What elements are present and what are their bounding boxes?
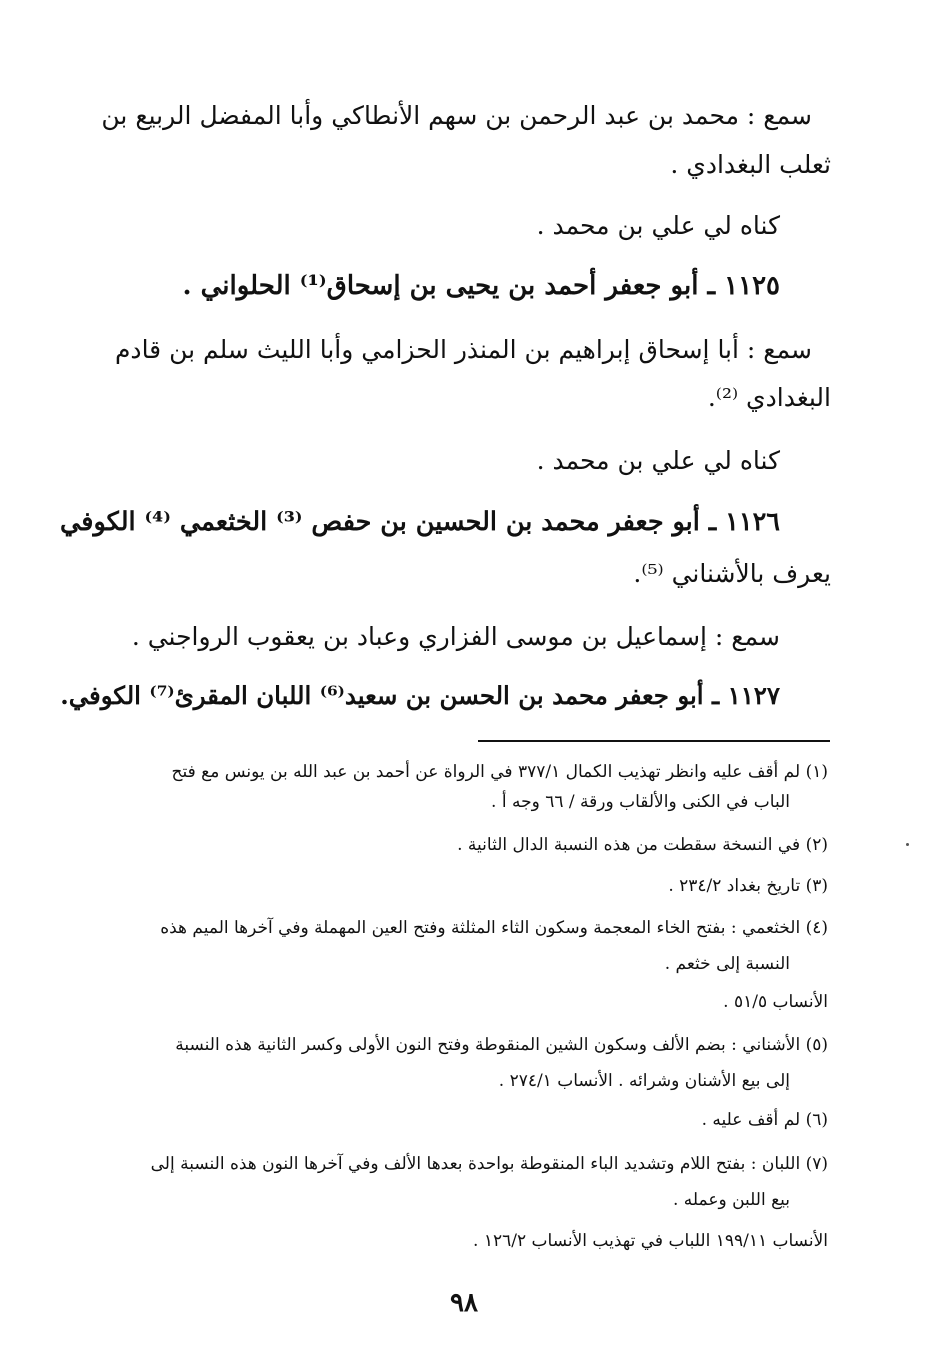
footnote-separator xyxy=(478,740,830,742)
footnote-line-9: إلى بيع الأشنان وشرائه . الأنساب ٢٧٤/١ . xyxy=(498,1071,790,1091)
footnote-line-10: (٦) لم أقف عليه . xyxy=(701,1110,828,1130)
footnote-line-3: (٢) في النسخة سقطت من هذه النسبة الدال الثانية . xyxy=(457,835,828,855)
main-line-6: البغدادي ⁽²⁾. xyxy=(707,383,831,412)
footnote-line-4: (٣) تاريخ بغداد ٢٣٤/٢ . xyxy=(668,876,828,896)
entry-heading-1126: ١١٢٦ ـ أبو جعفر محمد بن الحسين بن حفص ⁽³⁾ الخثعمي ⁽⁴⁾ الكوفي xyxy=(60,507,780,537)
main-line-9: يعرف بالأشناني ⁽⁵⁾. xyxy=(633,559,831,588)
footnote-line-11: (٧) اللبان : بفتح اللام وتشديد الباء المنقوطة بواحدة بعدها الألف وفي آخرها النون هذه النسبة إلى xyxy=(150,1154,828,1174)
page-number: ٩٨ xyxy=(450,1288,478,1318)
footnote-line-2: الباب في الكنى والألقاب ورقة / ٦٦ وجه أ . xyxy=(491,792,790,812)
main-line-2: ثعلب البغدادي . xyxy=(670,150,831,179)
footnote-line-12: بيع اللبن وعمله . xyxy=(672,1190,790,1210)
footnote-line-5: (٤) الخثعمي : بفتح الخاء المعجمة وسكون الثاء المثلثة وفتح العين المهملة وفي آخرها الميم هذه xyxy=(160,918,828,938)
footnote-line-1: (١) لم أقف عليه وانظر تهذيب الكمال ٣٧٧/١ في الرواة عن أحمد بن عبد الله بن يونس مع فتح xyxy=(171,762,828,782)
main-line-3: كناه لي علي بن محمد . xyxy=(536,211,780,240)
footnote-line-7: الأنساب ٥١/٥ . xyxy=(723,992,828,1012)
footnote-line-8: (٥) الأشناني : بضم الألف وسكون الشين المنقوطة وفتح النون الأولى وكسر الثانية هذه النسبة xyxy=(175,1035,828,1055)
scan-speck xyxy=(906,843,909,846)
footnote-line-13: الأنساب ١٩٩/١١ اللباب في تهذيب الأنساب ١٢٦/٢ . xyxy=(473,1231,828,1251)
main-line-10: سمع : إسماعيل بن موسى الفزاري وعباد بن يعقوب الرواجني . xyxy=(131,622,780,651)
main-line-7: كناه لي علي بن محمد . xyxy=(536,446,780,475)
main-line-5: سمع : أبا إسحاق إبراهيم بن المنذر الحزامي وأبا الليث سلم بن قادم xyxy=(114,335,812,364)
footnote-line-6: النسبة إلى خثعم . xyxy=(664,954,790,974)
main-line-1: سمع : محمد بن عبد الرحمن بن سهم الأنطاكي وأبا المفضل الربيع بن xyxy=(101,101,812,130)
entry-heading-1125: ١١٢٥ ـ أبو جعفر أحمد بن يحيى بن إسحاق⁽¹⁾ الحلواني . xyxy=(182,271,780,301)
entry-heading-1127: ١١٢٧ ـ أبو جعفر محمد بن الحسن بن سعيد⁽⁶⁾ اللبان المقرئ⁽⁷⁾ الكوفي. xyxy=(60,681,780,710)
